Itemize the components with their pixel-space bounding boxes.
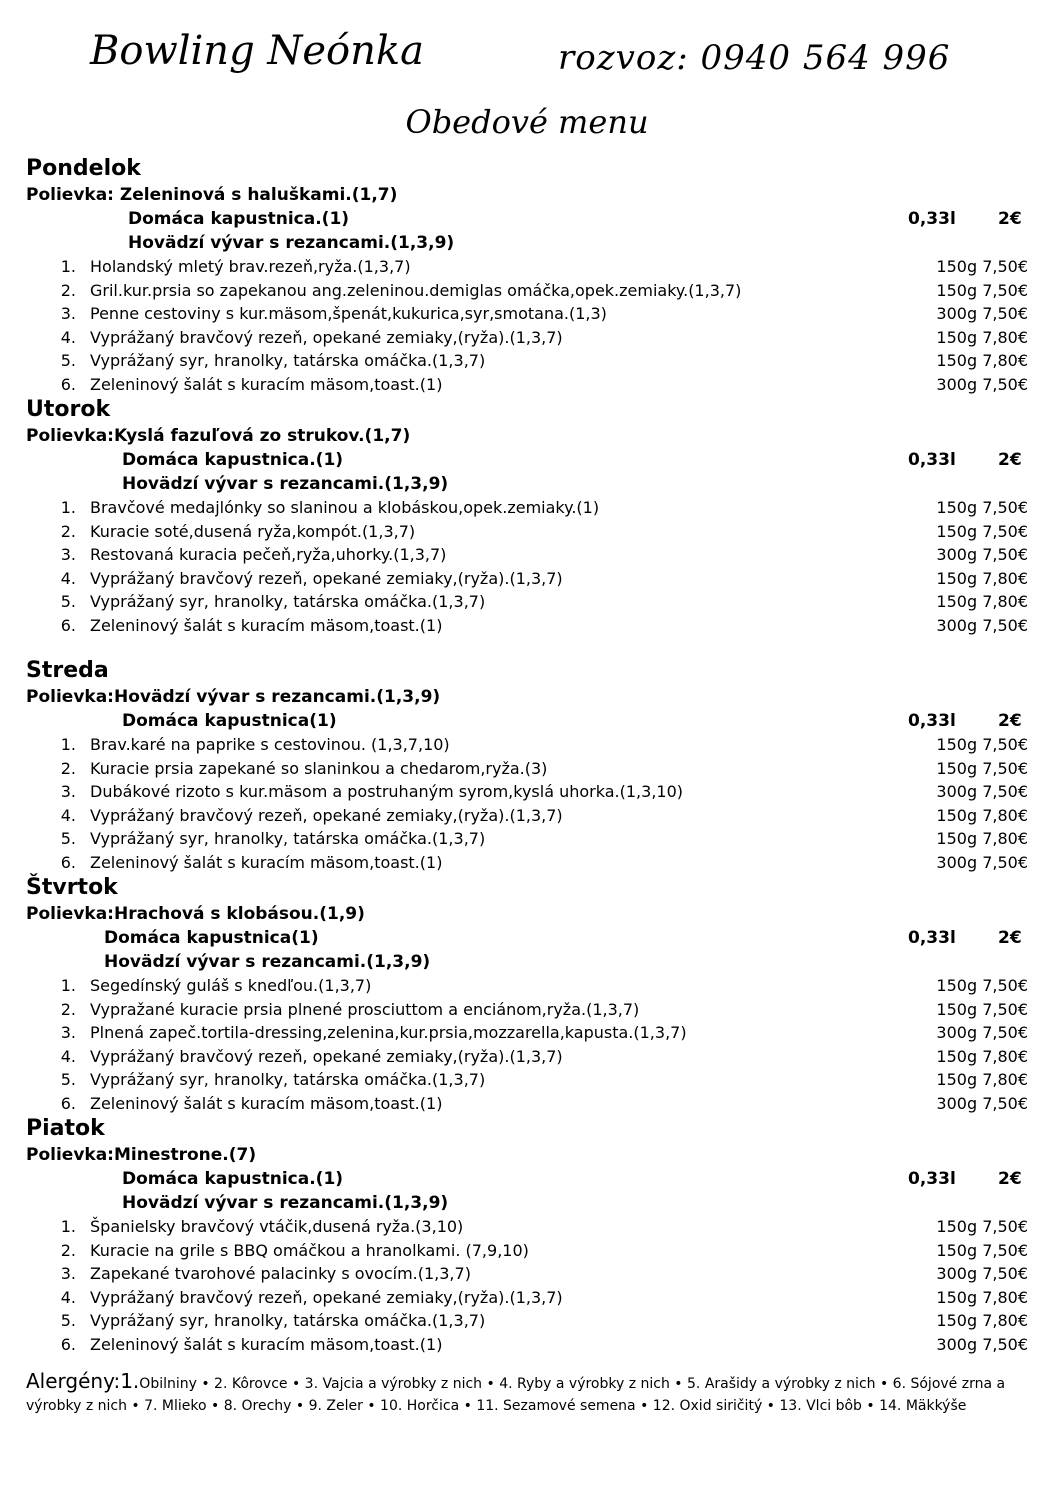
dish-item (0, 804, 1054, 828)
dish-number: 1. (60, 976, 76, 995)
dish-name: Kuracie soté,dusená ryža,kompót.(1,3,7) (90, 521, 416, 541)
soup-option-row (0, 950, 1054, 974)
soup-main-row (0, 183, 1054, 207)
dish-number: 6. (60, 852, 76, 872)
soup-main: Polievka:Hovädzí vývar s rezancami.(1,3,9) (26, 687, 441, 707)
soup-name: Domáca kapustnica(1) (122, 711, 337, 731)
dish-name: Restovaná kuracia pečeň,ryža,uhorky.(1,3,7) (90, 545, 447, 564)
soup-volume: 0,33l (908, 450, 956, 470)
menu-days (0, 155, 1054, 1356)
dish-item (0, 974, 1054, 998)
soup-price: 2€ (998, 450, 1022, 470)
soup-main-row (0, 424, 1054, 448)
dish-item (0, 349, 1054, 373)
dish-number: 2. (60, 521, 76, 541)
dish-number: 1. (60, 1217, 76, 1236)
dish-price: 300g 7,50€ (936, 1023, 1028, 1042)
soup-main: Polievka:Hrachová s klobásou.(1,9) (26, 904, 365, 924)
dish-name: Vyprážaný syr, hranolky, tatárska omáčka.(1,3,7) (90, 351, 486, 370)
dish-price: 150g 7,80€ (936, 1046, 1028, 1066)
soup-name: Domáca kapustnica.(1) (122, 450, 344, 470)
soup-price: 2€ (998, 209, 1022, 229)
soup-name: Domáca kapustnica.(1) (128, 209, 350, 229)
dish-number: 5. (60, 1311, 76, 1330)
allergens-legend (26, 1370, 1036, 1417)
dish-name: Vyprážaný bravčový rezeň, opekané zemiaky,(ryža).(1,3,7) (90, 1287, 563, 1307)
dish-list (0, 733, 1054, 874)
dish-number: 3. (60, 304, 76, 323)
dish-name: Brav.karé na paprike s cestovinou. (1,3,7,10) (90, 735, 450, 754)
soup-main: Polievka:Kyslá fazuľová zo strukov.(1,7) (26, 426, 411, 446)
day-section (0, 155, 1054, 396)
dish-price: 150g 7,80€ (936, 1287, 1028, 1307)
dish-item (0, 279, 1054, 303)
dish-price: 300g 7,50€ (936, 782, 1028, 801)
dish-item (0, 827, 1054, 851)
soup-option-row (0, 1167, 1054, 1191)
dish-item (0, 496, 1054, 520)
dish-number: 4. (60, 1046, 76, 1066)
dish-price: 150g 7,50€ (936, 498, 1028, 517)
soup-volume: 0,33l (908, 711, 956, 731)
dish-price: 150g 7,80€ (936, 592, 1028, 611)
soup-volume: 0,33l (908, 1169, 956, 1189)
dish-list (0, 1215, 1054, 1356)
restaurant-name: Bowling Neónka (90, 28, 424, 74)
dish-price: 150g 7,50€ (936, 976, 1028, 995)
soup-main-row (0, 685, 1054, 709)
dish-item (0, 614, 1054, 638)
dish-item (0, 543, 1054, 567)
dish-name: Kuracie prsia zapekané so slaninkou a chedarom,ryža.(3) (90, 758, 548, 778)
soup-main-row (0, 902, 1054, 926)
soup-volume: 0,33l (908, 209, 956, 229)
dish-price: 150g 7,50€ (936, 280, 1028, 300)
dish-name: Vypražané kuracie prsia plnené prosciuttom a enciánom,ryža.(1,3,7) (90, 999, 640, 1019)
soup-option-row (0, 709, 1054, 733)
dish-number: 3. (60, 1023, 76, 1042)
dish-name: Zeleninový šalát s kuracím mäsom,toast.(1) (90, 1093, 443, 1113)
dish-price: 300g 7,50€ (936, 374, 1028, 394)
soup-name: Hovädzí vývar s rezancami.(1,3,9) (128, 233, 455, 253)
dish-price: 150g 7,80€ (936, 1311, 1028, 1330)
soup-name: Domáca kapustnica(1) (104, 928, 319, 948)
dish-price: 300g 7,50€ (936, 1093, 1028, 1113)
dish-name: Gril.kur.prsia so zapekanou ang.zeleninou.demiglas omáčka,opek.zemiaky.(1,3,7) (90, 280, 742, 300)
dish-price: 150g 7,50€ (936, 257, 1028, 276)
day-section (0, 396, 1054, 657)
dish-item (0, 1215, 1054, 1239)
dish-number: 3. (60, 782, 76, 801)
dish-price: 150g 7,80€ (936, 351, 1028, 370)
dish-name: Vyprážaný syr, hranolky, tatárska omáčka.(1,3,7) (90, 1070, 486, 1089)
soup-main-row (0, 1143, 1054, 1167)
dish-number: 1. (60, 735, 76, 754)
dish-price: 150g 7,80€ (936, 829, 1028, 848)
dish-number: 1. (60, 498, 76, 517)
dish-name: Vyprážaný syr, hranolky, tatárska omáčka.(1,3,7) (90, 592, 486, 611)
dish-price: 150g 7,50€ (936, 735, 1028, 754)
dish-number: 6. (60, 1093, 76, 1113)
dish-number: 5. (60, 351, 76, 370)
soup-option-row (0, 231, 1054, 255)
dish-price: 300g 7,50€ (936, 1264, 1028, 1283)
dish-item (0, 590, 1054, 614)
dish-number: 3. (60, 545, 76, 564)
delivery-phone: rozvoz: 0940 564 996 (558, 38, 951, 78)
dish-name: Zeleninový šalát s kuracím mäsom,toast.(1) (90, 615, 443, 635)
dish-name: Holandský mletý brav.rezeň,ryža.(1,3,7) (90, 257, 411, 276)
dish-price: 150g 7,80€ (936, 805, 1028, 825)
dish-name: Kuracie na grile s BBQ omáčkou a hranolkami. (7,9,10) (90, 1240, 529, 1260)
soup-volume: 0,33l (908, 928, 956, 948)
dish-name: Dubákové rizoto s kur.mäsom a postruhaným syrom,kyslá uhorka.(1,3,10) (90, 782, 683, 801)
dish-list (0, 974, 1054, 1115)
dish-number: 5. (60, 592, 76, 611)
dish-item (0, 733, 1054, 757)
day-section (0, 657, 1054, 874)
dish-number: 4. (60, 568, 76, 588)
day-title: Štvrtok (26, 875, 118, 900)
dish-item (0, 1068, 1054, 1092)
dish-item (0, 757, 1054, 781)
dish-item (0, 1021, 1054, 1045)
dish-name: Vyprážaný bravčový rezeň, opekané zemiaky,(ryža).(1,3,7) (90, 327, 563, 347)
day-section (0, 1115, 1054, 1356)
soup-option-row (0, 207, 1054, 231)
dish-number: 2. (60, 999, 76, 1019)
day-title: Utorok (26, 397, 111, 422)
dish-list (0, 255, 1054, 396)
dish-item (0, 1092, 1054, 1116)
dish-item (0, 998, 1054, 1022)
day-title: Streda (26, 658, 109, 683)
dish-item (0, 1309, 1054, 1333)
dish-item (0, 1262, 1054, 1286)
dish-name: Vyprážaný bravčový rezeň, opekané zemiaky,(ryža).(1,3,7) (90, 1046, 563, 1066)
dish-item (0, 1045, 1054, 1069)
dish-name: Plnená zapeč.tortila-dressing,zelenina,kur.prsia,mozzarella,kapusta.(1,3,7) (90, 1023, 687, 1042)
dish-number: 6. (60, 1334, 76, 1354)
dish-number: 5. (60, 829, 76, 848)
dish-price: 150g 7,80€ (936, 1070, 1028, 1089)
dish-price: 150g 7,50€ (936, 1217, 1028, 1236)
dish-number: 6. (60, 615, 76, 635)
soup-option-row (0, 472, 1054, 496)
dish-name: Zeleninový šalát s kuracím mäsom,toast.(1) (90, 374, 443, 394)
soup-name: Hovädzí vývar s rezancami.(1,3,9) (122, 1193, 449, 1213)
dish-number: 2. (60, 1240, 76, 1260)
dish-number: 1. (60, 257, 76, 276)
dish-number: 2. (60, 758, 76, 778)
dish-number: 3. (60, 1264, 76, 1283)
dish-item (0, 851, 1054, 875)
dish-item (0, 255, 1054, 279)
soup-option-row (0, 1191, 1054, 1215)
dish-price: 300g 7,50€ (936, 852, 1028, 872)
dish-name: Španielsky bravčový vtáčik,dusená ryža.(3,10) (90, 1217, 464, 1236)
allergens-text: Obilniny • 2. Kôrovce • 3. Vajcia a výrobky z nich • 4. Ryby a výrobky z nich • 5. Arašidy a výrobky z nich • 6. Sójové zrna a výrobky z nich • 7. Mlieko • 8. Orechy • 9. Zeler • 10. Horčica • 11. Sezamové semena • 12. Oxid siričitý • 13. Vlci bôb • 14. Mäkkýše (26, 1376, 1006, 1414)
dish-name: Vyprážaný bravčový rezeň, opekané zemiaky,(ryža).(1,3,7) (90, 568, 563, 588)
day-section (0, 874, 1054, 1115)
dish-price: 150g 7,50€ (936, 758, 1028, 778)
dish-item (0, 1239, 1054, 1263)
dish-price: 300g 7,50€ (936, 304, 1028, 323)
dish-item (0, 520, 1054, 544)
soup-price: 2€ (998, 1169, 1022, 1189)
dish-name: Zeleninový šalát s kuracím mäsom,toast.(1) (90, 1334, 443, 1354)
dish-name: Vyprážaný syr, hranolky, tatárska omáčka.(1,3,7) (90, 1311, 486, 1330)
soup-main: Polievka:Minestrone.(7) (26, 1145, 257, 1165)
soup-main: Polievka: Zeleninová s haluškami.(1,7) (26, 185, 398, 205)
dish-item (0, 1286, 1054, 1310)
dish-price: 300g 7,50€ (936, 615, 1028, 635)
dish-price: 150g 7,50€ (936, 521, 1028, 541)
day-title: Piatok (26, 1116, 105, 1141)
dish-list (0, 496, 1054, 637)
dish-item (0, 326, 1054, 350)
dish-name: Vyprážaný syr, hranolky, tatárska omáčka.(1,3,7) (90, 829, 486, 848)
dish-name: Vyprážaný bravčový rezeň, opekané zemiaky,(ryža).(1,3,7) (90, 805, 563, 825)
dish-price: 150g 7,50€ (936, 999, 1028, 1019)
dish-item (0, 780, 1054, 804)
dish-name: Segedínský guláš s knedľou.(1,3,7) (90, 976, 372, 995)
day-title: Pondelok (26, 156, 141, 181)
dish-item (0, 373, 1054, 397)
dish-number: 6. (60, 374, 76, 394)
dish-item (0, 1333, 1054, 1357)
dish-price: 150g 7,80€ (936, 568, 1028, 588)
soup-option-row (0, 926, 1054, 950)
allergens-label: Alergény:1. (26, 1369, 140, 1393)
dish-item (0, 302, 1054, 326)
dish-name: Penne cestoviny s kur.mäsom,špenát,kukurica,syr,smotana.(1,3) (90, 304, 607, 323)
section-spacer (0, 637, 1054, 657)
dish-name: Zapekané tvarohové palacinky s ovocím.(1,3,7) (90, 1264, 471, 1283)
dish-number: 4. (60, 327, 76, 347)
dish-price: 300g 7,50€ (936, 545, 1028, 564)
dish-price: 150g 7,80€ (936, 327, 1028, 347)
dish-number: 5. (60, 1070, 76, 1089)
dish-number: 2. (60, 280, 76, 300)
menu-title: Obedové menu (405, 103, 649, 141)
dish-number: 4. (60, 805, 76, 825)
soup-name: Domáca kapustnica.(1) (122, 1169, 344, 1189)
dish-number: 4. (60, 1287, 76, 1307)
soup-price: 2€ (998, 928, 1022, 948)
soup-name: Hovädzí vývar s rezancami.(1,3,9) (122, 474, 449, 494)
dish-name: Zeleninový šalát s kuracím mäsom,toast.(1) (90, 852, 443, 872)
soup-price: 2€ (998, 711, 1022, 731)
dish-price: 150g 7,50€ (936, 1240, 1028, 1260)
dish-name: Bravčové medajlónky so slaninou a klobáskou,opek.zemiaky.(1) (90, 498, 600, 517)
soup-option-row (0, 448, 1054, 472)
dish-price: 300g 7,50€ (936, 1334, 1028, 1354)
soup-name: Hovädzí vývar s rezancami.(1,3,9) (104, 952, 431, 972)
dish-item (0, 567, 1054, 591)
